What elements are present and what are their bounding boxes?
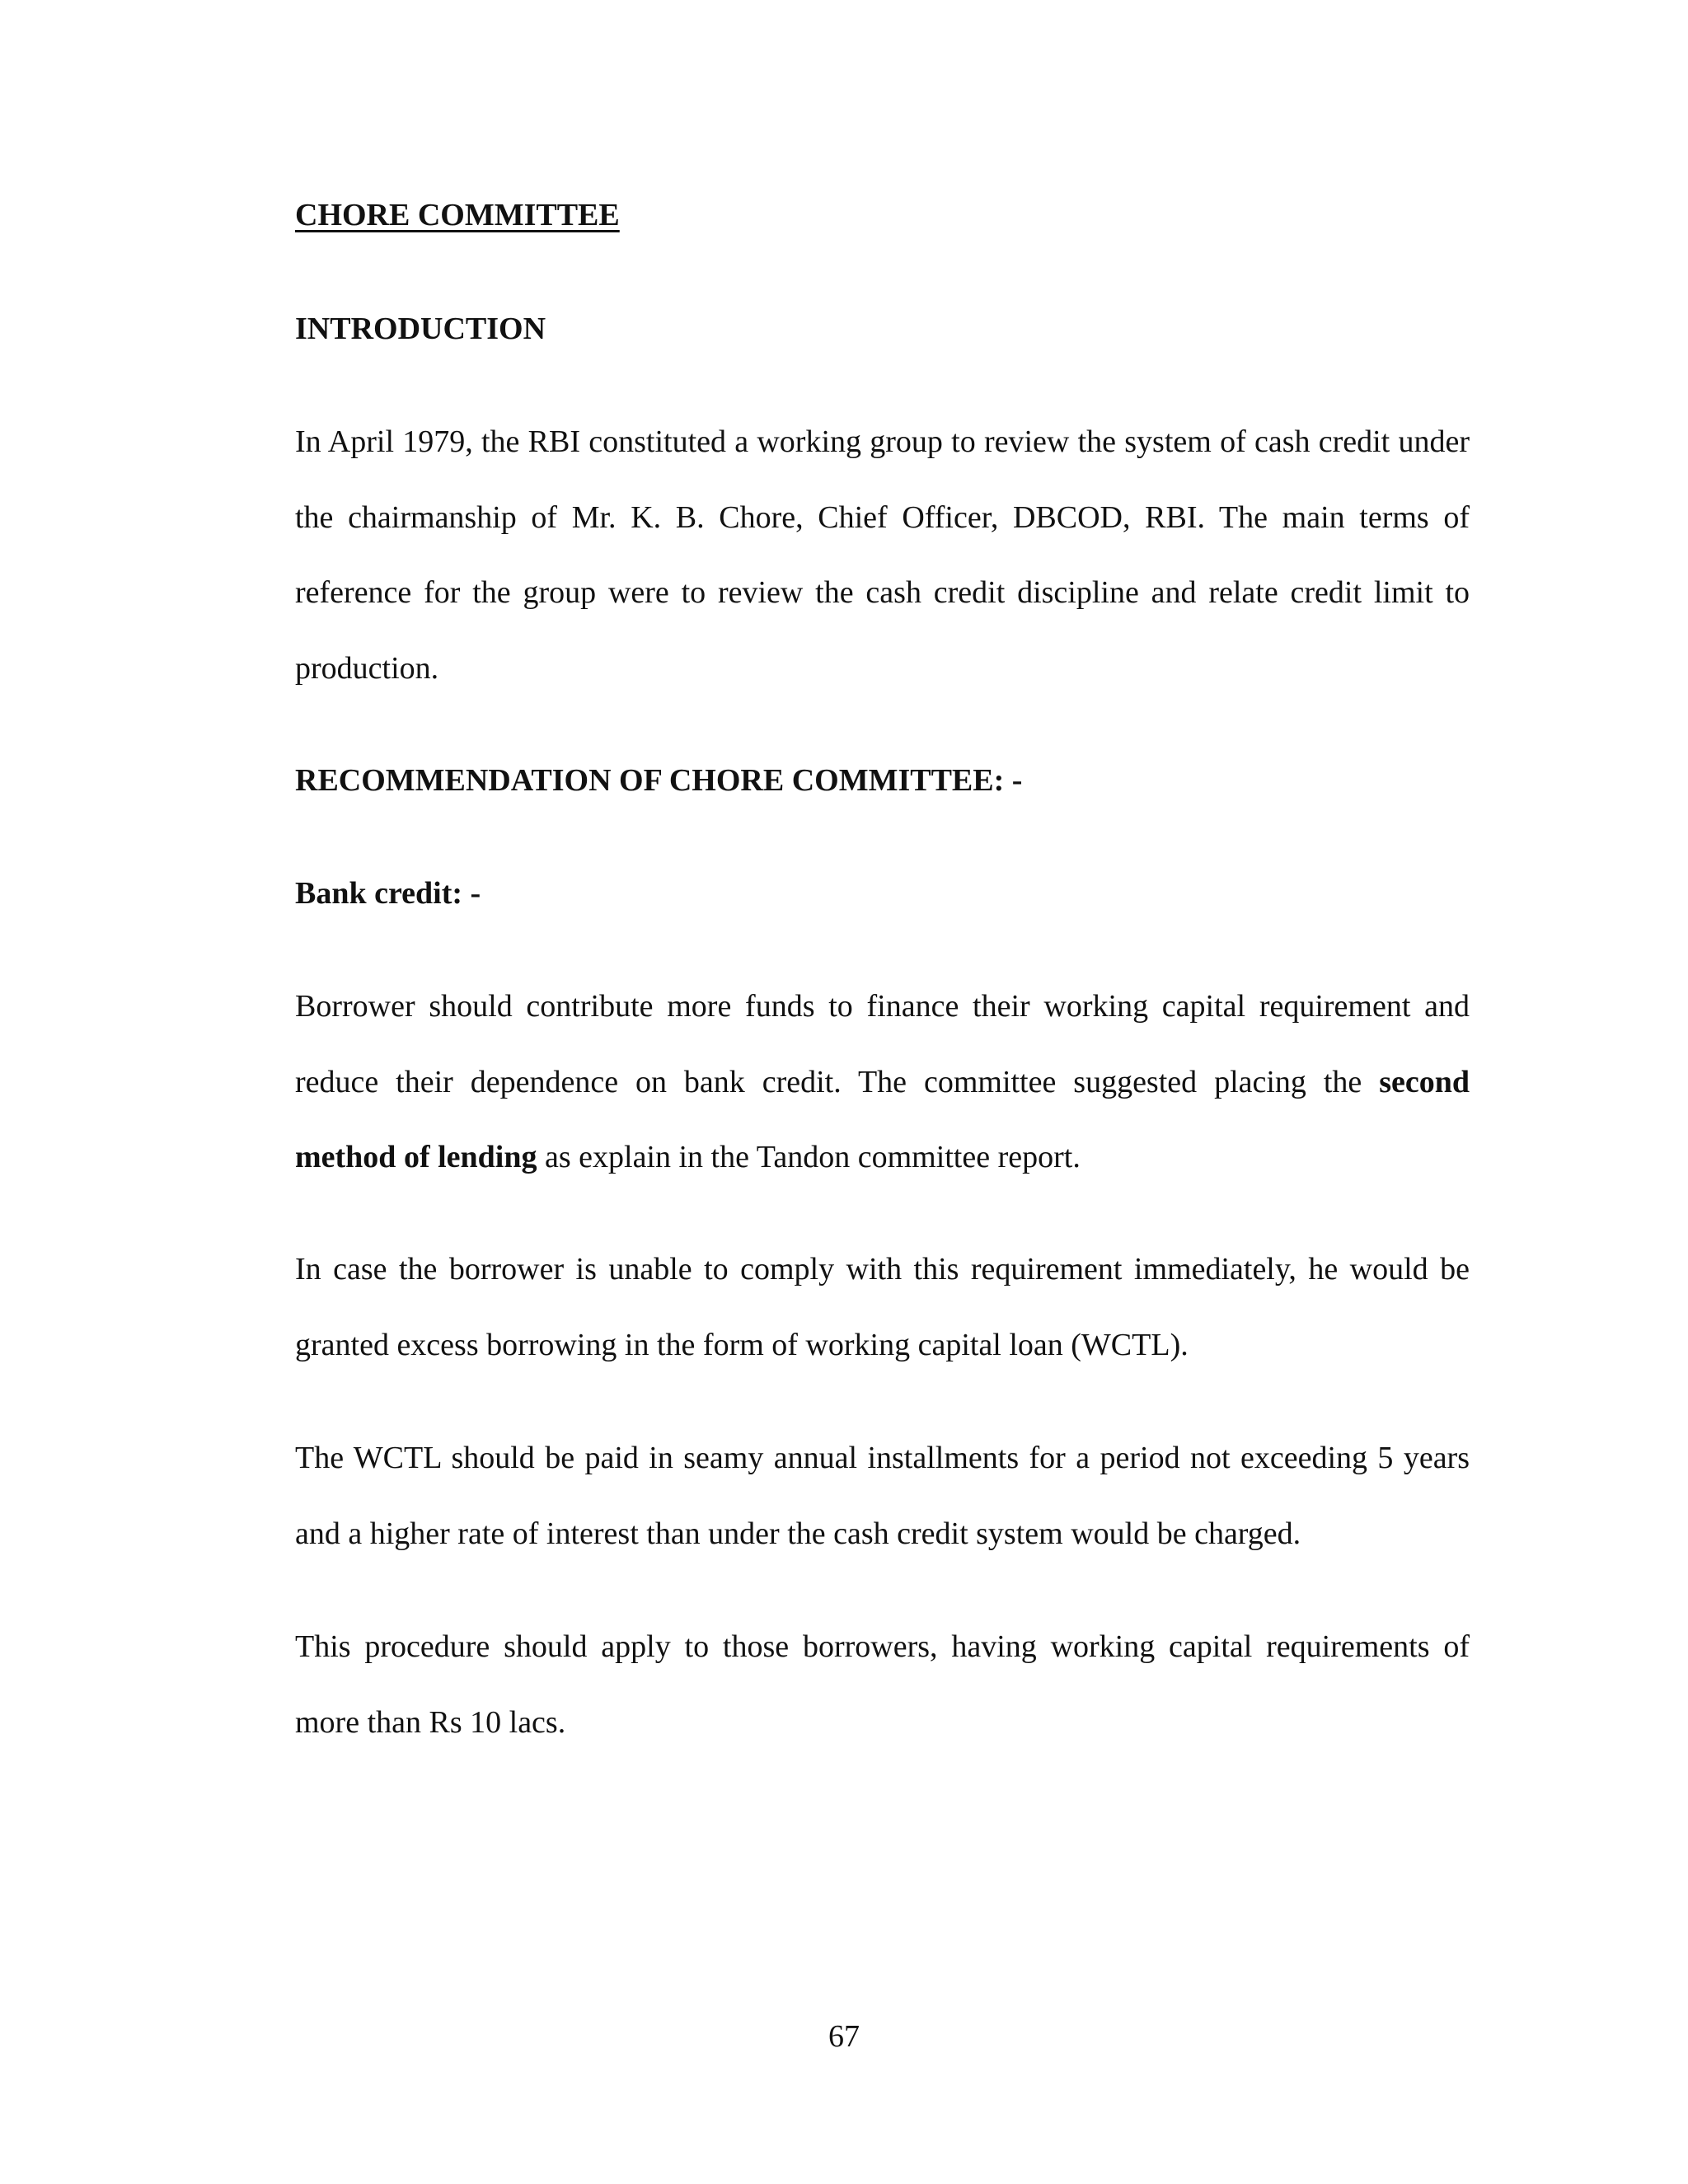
bank-credit-heading: Bank credit: - bbox=[295, 876, 481, 911]
recommendation-heading: RECOMMENDATION OF CHORE COMMITTEE: - bbox=[295, 763, 1023, 798]
introduction-heading: INTRODUCTION bbox=[295, 312, 546, 346]
wctl-grant-paragraph: In case the borrower is unable to comply with this requirement immediately, he would be granted excess borrowing in the form of working capital loan (WCTL). bbox=[295, 1252, 1470, 1362]
bank-credit-text-bold: second method of lending bbox=[295, 1064, 1470, 1174]
bank-credit-text-part2: as explain in the Tandon committee report. bbox=[537, 1140, 1081, 1174]
bank-credit-text-part1: Borrower should contribute more funds to finance their working capital requirement and reduce their dependence on bank credit. The committee suggested placing the bbox=[295, 989, 1470, 1099]
procedure-paragraph: This procedure should apply to those borrowers, having working capital requirements of more than Rs 10 lacs. bbox=[295, 1629, 1470, 1740]
page-number: 67 bbox=[828, 2019, 860, 2054]
document-title: CHORE COMMITTEE bbox=[295, 198, 620, 232]
introduction-paragraph: In April 1979, the RBI constituted a working group to review the system of cash credit under the chairmanship of Mr. K. B. Chore, Chief Officer, DBCOD, RBI. The main terms of reference for the group were to review the cash credit discipline and relate credit limit to production. bbox=[295, 424, 1470, 686]
wctl-repayment-paragraph: The WCTL should be paid in seamy annual installments for a period not exceeding 5 years and a higher rate of interest than under the cash credit system would be charged. bbox=[295, 1441, 1470, 1551]
bank-credit-paragraph bbox=[295, 969, 1470, 1196]
